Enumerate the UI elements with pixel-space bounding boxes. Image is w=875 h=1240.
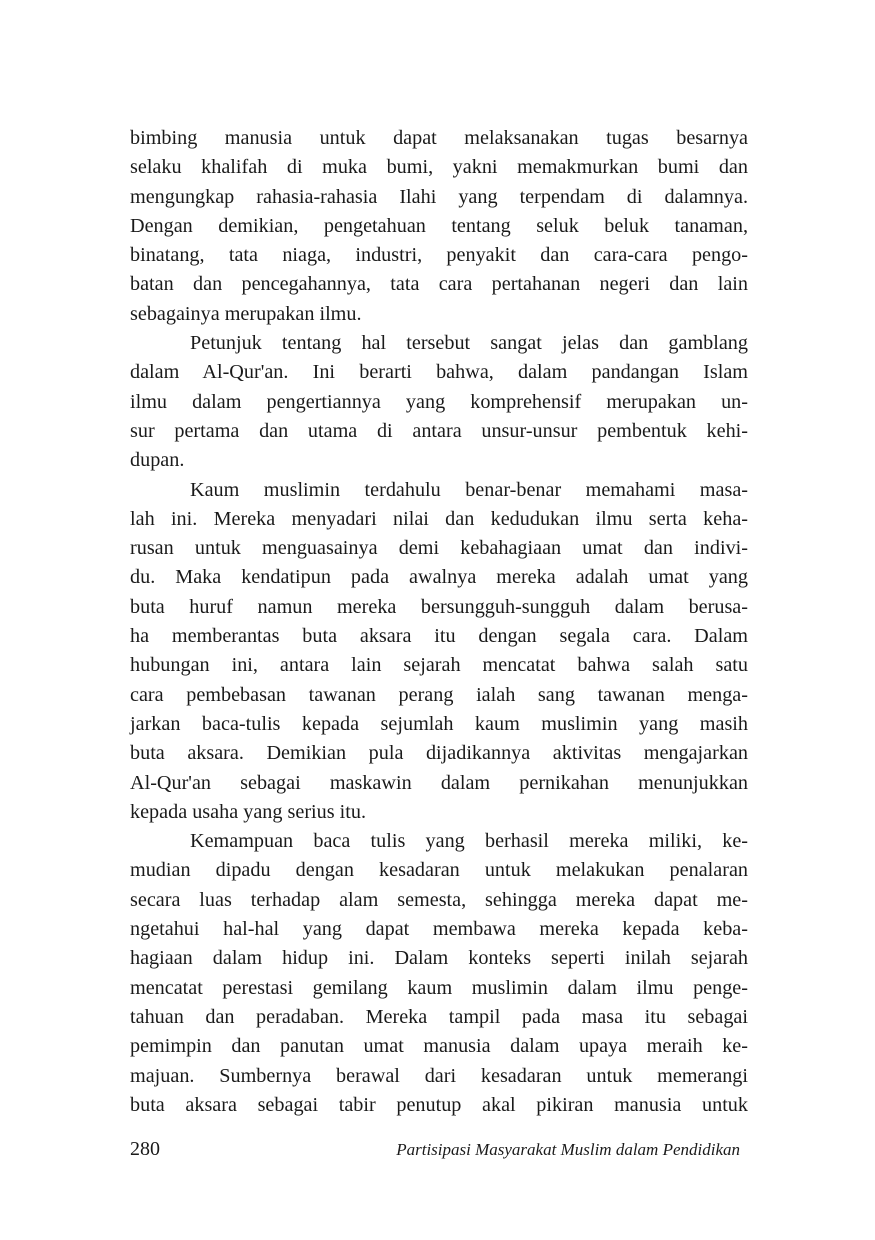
text-line: buta aksara sebagai tabir penutup akal pikiran manusia untuk [130, 1093, 748, 1116]
text-line: Al-Qur'an sebagai maskawin dalam pernikahan menunjukkan [130, 771, 748, 794]
text-line: sebagainya merupakan ilmu. [130, 302, 362, 325]
body-paragraph [130, 124, 748, 329]
text-line: selaku khalifah di muka bumi, yakni memakmurkan bumi dan [130, 156, 748, 179]
text-line: rusan untuk menguasainya demi kebahagiaan umat dan indivi- [130, 537, 748, 560]
text-line: ilmu dalam pengertiannya yang komprehensif merupakan un- [130, 390, 748, 413]
running-title: Partisipasi Masyarakat Muslim dalam Pendidikan [396, 1140, 740, 1159]
text-line: Petunjuk tentang hal tersebut sangat jelas dan gamblang [190, 332, 748, 355]
text-line: sur pertama dan utama di antara unsur-unsur pembentuk kehi- [130, 419, 748, 442]
text-line: cara pembebasan tawanan perang ialah sang tawanan menga- [130, 683, 748, 706]
text-line: Dengan demikian, pengetahuan tentang seluk beluk tanaman, [130, 214, 748, 237]
text-line: mengungkap rahasia-rahasia Ilahi yang terpendam di dalamnya. [130, 185, 748, 208]
text-line: lah ini. Mereka menyadari nilai dan kedudukan ilmu serta keha- [130, 507, 748, 530]
page-body [130, 124, 748, 1120]
text-line: dupan. [130, 449, 185, 472]
text-line: jarkan baca-tulis kepada sejumlah kaum muslimin yang masih [130, 712, 748, 735]
text-line: pemimpin dan panutan umat manusia dalam upaya meraih ke- [130, 1035, 748, 1058]
text-line: Kaum muslimin terdahulu benar-benar memahami masa- [190, 478, 748, 501]
text-line: bimbing manusia untuk dapat melaksanakan tugas besarnya [130, 127, 748, 149]
body-paragraph [130, 329, 748, 475]
text-line: du. Maka kendatipun pada awalnya mereka adalah umat yang [130, 566, 748, 589]
body-paragraph [130, 827, 748, 1120]
text-line: mudian dipadu dengan kesadaran untuk melakukan penalaran [130, 859, 748, 882]
text-line: buta huruf namun mereka bersungguh-sungguh dalam berusa- [130, 595, 748, 618]
text-line: majuan. Sumbernya berawal dari kesadaran untuk memerangi [130, 1064, 748, 1087]
text-line: batan dan pencegahannya, tata cara pertahanan negeri dan lain [130, 273, 748, 296]
text-line: hagiaan dalam hidup ini. Dalam konteks seperti inilah sejarah [130, 947, 748, 970]
text-line: binatang, tata niaga, industri, penyakit dan cara-cara pengo- [130, 244, 748, 267]
text-line: ha memberantas buta aksara itu dengan segala cara. Dalam [130, 625, 748, 648]
text-line: mencatat perestasi gemilang kaum muslimin dalam ilmu penge- [130, 976, 748, 999]
text-line: ngetahui hal-hal yang dapat membawa mereka kepada keba- [130, 918, 748, 941]
text-line: Kemampuan baca tulis yang berhasil mereka miliki, ke- [190, 830, 748, 853]
page-number: 280 [130, 1138, 160, 1160]
page-footer [130, 1138, 740, 1168]
text-line: dalam Al-Qur'an. Ini berarti bahwa, dalam pandangan Islam [130, 361, 748, 384]
text-line: hubungan ini, antara lain sejarah mencatat bahwa salah satu [130, 654, 748, 677]
text-line: tahuan dan peradaban. Mereka tampil pada masa itu sebagai [130, 1005, 748, 1028]
text-line: secara luas terhadap alam semesta, sehingga mereka dapat me- [130, 888, 748, 911]
text-line: buta aksara. Demikian pula dijadikannya aktivitas mengajarkan [130, 742, 748, 765]
body-paragraph [130, 476, 748, 828]
text-line: kepada usaha yang serius itu. [130, 800, 367, 823]
